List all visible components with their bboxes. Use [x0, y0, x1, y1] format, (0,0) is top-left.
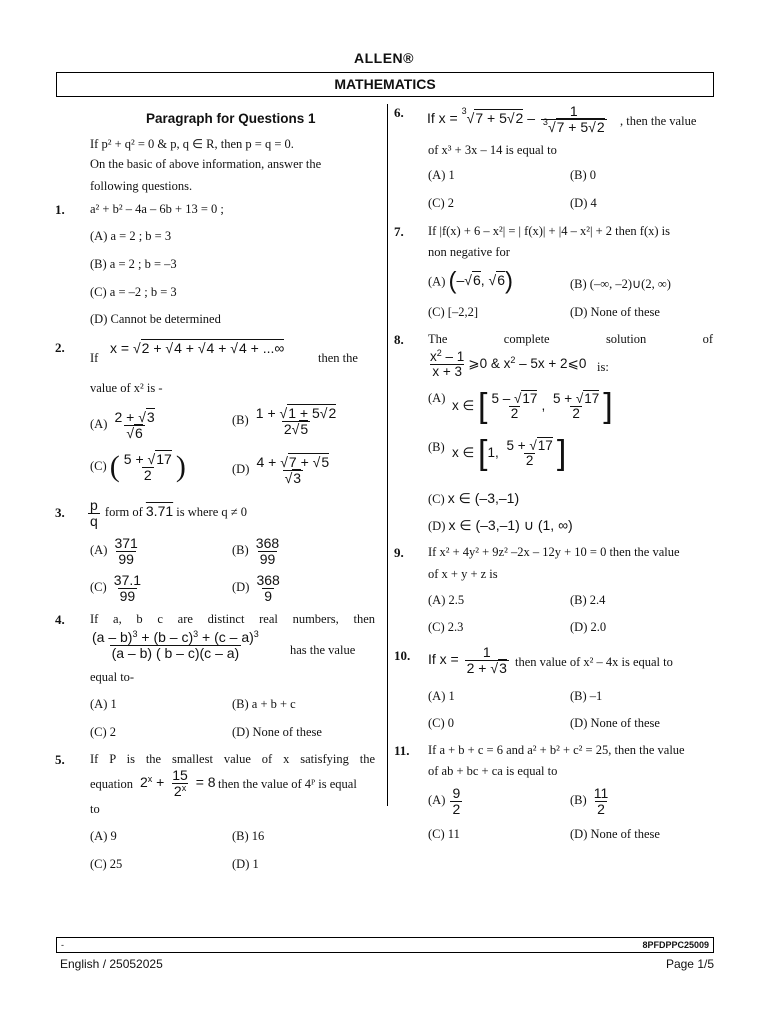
question-text: then the value of 4ᴾ is equal — [218, 777, 357, 791]
option-c[interactable]: (C) 0 — [428, 716, 455, 730]
question-text: then the — [318, 351, 358, 365]
option-b[interactable]: (B) –1 — [570, 689, 603, 703]
question-text: If P is the smallest value of x satisfying the — [90, 752, 375, 766]
footer-box-left: - — [61, 940, 64, 950]
question-text: a² + b² – 4a – 6b + 13 = 0 ; — [90, 202, 224, 216]
question-number: 2. — [55, 340, 65, 355]
question-text: of x³ + 3x – 14 is equal to — [428, 143, 557, 157]
question-number: 11. — [394, 743, 410, 758]
option-b[interactable]: (B) 16 — [232, 829, 265, 843]
option-c[interactable]: (C) ( $\frac{5 + √17}{2}$ ) — [90, 450, 186, 484]
question-text: of ab + bc + ca is equal to — [428, 764, 558, 778]
option-b[interactable]: (B) a + b + c — [232, 697, 296, 711]
question-text: non negative for — [428, 245, 510, 259]
allen-logo: ALLEN® — [354, 50, 414, 66]
footer-code-box — [56, 937, 714, 953]
page-number: Page 1/5 — [665, 957, 714, 971]
option-b[interactable]: (B) $\frac{1 + √1 + 5√2}{2√5}$ — [232, 405, 337, 437]
question-text: then value of x² – 4x is equal to — [515, 655, 673, 669]
option-b[interactable]: (B) 2.4 — [570, 593, 606, 607]
option-b[interactable]: (B) $\frac{11}{2}$ — [570, 785, 609, 817]
question-text: , then the value — [620, 114, 697, 128]
option-d[interactable]: (D) x ∈ (–3,–1) ∪ (1, ∞) — [428, 517, 573, 533]
option-c[interactable]: (C) 25 — [90, 857, 123, 871]
question-number: 8. — [394, 332, 404, 347]
question-number: 9. — [394, 545, 404, 560]
option-b[interactable]: (B) $\frac{368}{99}$ — [232, 535, 280, 567]
option-d[interactable]: (D) None of these — [570, 827, 660, 841]
equation: $2^x$ + $\frac{15}{2^x}$ = 8 — [140, 767, 216, 799]
option-a[interactable]: (A) (–√6, √6) — [428, 268, 514, 295]
question-number: 1. — [55, 202, 65, 217]
paragraph-text: If p² + q² = 0 & p, q ∈ R, then p = q = 0. — [90, 137, 294, 151]
option-c[interactable]: (C) [–2,2] — [428, 305, 478, 319]
paper-code: 8PFDPPC25009 — [642, 940, 709, 950]
paragraph-title: Paragraph for Questions 1 — [146, 111, 316, 126]
option-c[interactable]: (C) a = –2 ; b = 3 — [90, 285, 177, 299]
option-d[interactable]: (D) 4 — [570, 196, 597, 210]
option-c[interactable]: (C) 2 — [428, 196, 455, 210]
equation: If x = $\frac{1}{2 + √3}$ — [428, 644, 507, 676]
option-a[interactable]: (A) 1 — [428, 168, 455, 182]
question-number: 3. — [55, 505, 65, 520]
question-text: of x + y + z is — [428, 567, 498, 581]
option-d[interactable]: (D) None of these — [232, 725, 322, 739]
option-a[interactable]: (A) 1 — [428, 689, 455, 703]
option-d[interactable]: (D) 2.0 — [570, 620, 607, 634]
question-text: If |f(x) + 6 – x²| = | f(x)| + |4 – x²| + 2 then f(x) is — [428, 224, 670, 238]
option-a[interactable]: (A) — [428, 391, 446, 405]
language-date: English / 25052025 — [60, 957, 163, 971]
option-a[interactable]: (A) 1 — [90, 697, 117, 711]
cube-root-expression: If x = $^3$√7 + 5√2 – $\frac{1}{^3√7 + 5√2}$ — [427, 103, 605, 135]
column-divider — [387, 104, 388, 806]
question-number: 7. — [394, 224, 404, 239]
option-c[interactable]: (C) 2.3 — [428, 620, 464, 634]
option-c[interactable]: (C) 2 — [90, 725, 117, 739]
option-b[interactable]: (B) (–∞, –2)∪(2, ∞) — [570, 277, 671, 291]
option-b[interactable]: (B) 0 — [570, 168, 597, 182]
option-d[interactable]: (D) 1 — [232, 857, 259, 871]
question-text: value of x² is - — [90, 381, 163, 395]
option-d[interactable]: (D) Cannot be determined — [90, 312, 221, 326]
option-d[interactable]: (D) None of these — [570, 716, 660, 730]
option-c[interactable]: (C) x ∈ (–3,–1) — [428, 490, 520, 506]
question-text: has the value — [290, 643, 356, 657]
question-text: If a, b c are distinct real numbers, then — [90, 612, 375, 626]
option-c[interactable]: (C) $\frac{37.1}{99}$ — [90, 572, 142, 604]
question-text: equal to- — [90, 670, 135, 684]
nested-radical: x = √2 + √4 + √4 + √4 + ...∞ — [110, 340, 285, 356]
option-d[interactable]: (D) $\frac{4 + √7 + √5}{√3}$ — [232, 454, 330, 486]
option-a[interactable]: (A) $\frac{2 + √3}{√6}$ — [90, 409, 155, 441]
question-text: If x² + 4y² + 9z² –2x – 12y + 10 = 0 then the value — [428, 545, 680, 559]
option-b-value: x ∈ [1, $\frac{5 + √17}{2}$ ] — [452, 434, 567, 473]
option-d[interactable]: (D) None of these — [570, 305, 660, 319]
question-number: 10. — [394, 648, 411, 663]
paragraph-text: On the basic of above information, answer the — [90, 157, 322, 171]
option-d[interactable]: (D) $\frac{368}{9}$ — [232, 572, 280, 604]
question-text: The complete solution of — [428, 332, 713, 346]
question-number: 5. — [55, 752, 65, 767]
question-text: If — [90, 351, 99, 365]
fraction-expression: $\frac{(a - b)^3 + (b - c)^3 + (c - a)^3}{(a - b) ( b - c)(c - a)}$ — [92, 629, 259, 661]
question-text: is: — [597, 360, 609, 374]
option-b[interactable]: (B) — [428, 440, 445, 454]
question-number: 4. — [55, 612, 65, 627]
option-a-value: x ∈ [ $\frac{5 - √17}{2}$ , $\frac{5 + √17}{2}$ ] — [452, 387, 613, 426]
option-a[interactable]: (A) 2.5 — [428, 593, 465, 607]
question-number: 6. — [394, 105, 404, 120]
option-b[interactable]: (B) a = 2 ; b = –3 — [90, 257, 177, 271]
option-a[interactable]: (A) $\frac{371}{99}$ — [90, 535, 138, 567]
option-a[interactable]: (A) 9 — [90, 829, 117, 843]
question-text: If a + b + c = 6 and a² + b² + c² = 25, then the value — [428, 743, 685, 757]
inequality-expression: $\frac{x^2 - 1}{x + 3}$ ⩾0 & $x^2 - 5x$ + 2⩽0 — [430, 348, 587, 380]
question-text: to — [90, 802, 100, 816]
option-a[interactable]: (A) a = 2 ; b = 3 — [90, 229, 172, 243]
option-c[interactable]: (C) 11 — [428, 827, 460, 841]
question-text: $\frac{p}{q}$ form of 3.71 is where q ≠ 0 — [90, 497, 247, 529]
option-a[interactable]: (A) $\frac{9}{2}$ — [428, 785, 461, 817]
question-text: equation — [90, 777, 134, 791]
subject-title: MATHEMATICS — [56, 72, 714, 97]
paragraph-text: following questions. — [90, 179, 193, 193]
